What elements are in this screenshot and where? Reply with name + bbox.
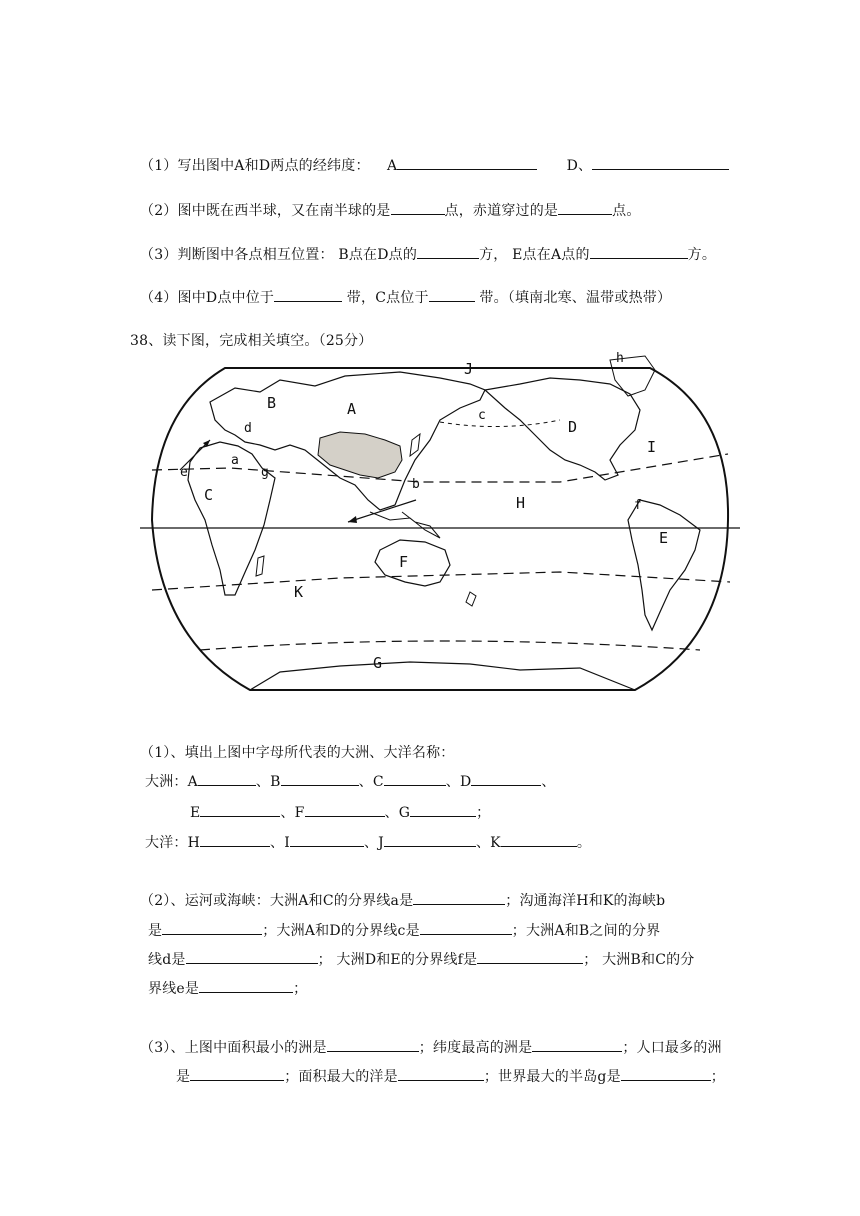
q37-4-text2: 带，C点位于 <box>346 290 429 306</box>
antarctica-outline <box>250 662 635 690</box>
q38-1-continents-row1 <box>145 771 556 791</box>
q38-1-continents-row2 <box>190 802 490 822</box>
continent-f-blank[interactable] <box>305 802 385 817</box>
continent-b-blank[interactable] <box>281 771 359 786</box>
q37-2-blank-2[interactable] <box>558 200 612 215</box>
p3-l2b: ；面积最大的洋是 <box>284 1069 398 1085</box>
map-label-d: d <box>244 421 252 436</box>
q37-3-blank-1[interactable] <box>417 244 479 259</box>
continent-d-blank[interactable] <box>471 771 541 786</box>
c-e-label: E <box>190 805 201 821</box>
map-frame <box>152 368 728 690</box>
q38-2-line-4 <box>148 978 307 998</box>
ocean-label: 大洋： <box>145 835 188 851</box>
p3-l1a: （3）、上图中面积最小的洲是 <box>140 1040 327 1056</box>
world-map <box>140 350 740 695</box>
p3-l1b: ；纬度最高的洲是 <box>418 1040 533 1056</box>
q38-2-line-1 <box>140 890 665 910</box>
p3-blank-populous[interactable] <box>190 1066 284 1081</box>
p2-l1b: ；沟通海洋H和K的海峡b <box>505 893 666 909</box>
map-label-G: G <box>373 654 383 672</box>
new-zealand <box>466 592 476 606</box>
q37-2-text1: （2）图中既在西半球，又在南半球的是 <box>140 203 391 219</box>
p3-blank-largest-ocean[interactable] <box>398 1066 484 1081</box>
map-label-I: I <box>647 438 657 456</box>
continent-e-blank[interactable] <box>200 802 280 817</box>
q37-4-blank-2[interactable] <box>429 287 475 302</box>
q38-title: 38、读下图，完成相关填空。（25分） <box>130 333 373 349</box>
q37-3-blank-2[interactable] <box>590 244 688 259</box>
p2-blank-c[interactable] <box>420 920 512 935</box>
antarctic-circle <box>200 641 700 650</box>
map-label-F: F <box>399 553 409 571</box>
o-h-label: H <box>187 835 201 851</box>
p2-blank-b[interactable] <box>162 920 262 935</box>
p3-l2a: 是 <box>176 1069 191 1085</box>
o-j-label: 、J <box>363 835 384 851</box>
map-label-B: B <box>267 394 277 412</box>
q37-1-d-blank[interactable] <box>592 155 729 170</box>
q38-1-oceans-row <box>145 832 591 852</box>
q37-3-text3: 方。 <box>687 247 717 263</box>
p2-l2a: 是 <box>148 923 163 939</box>
p3-blank-peninsula[interactable] <box>621 1066 711 1081</box>
c-a-label: A <box>187 774 198 790</box>
map-label-c: c <box>478 408 486 423</box>
p2-l4b: ； <box>293 981 308 997</box>
australia-outline <box>375 540 450 586</box>
q37-3-text2: 方， E点在A点的 <box>479 247 590 263</box>
map-label-C: C <box>204 486 214 504</box>
p2-blank-d[interactable] <box>186 949 318 964</box>
p3-l2c: ；世界最大的半岛g是 <box>483 1069 621 1085</box>
map-label-b: b <box>412 477 420 492</box>
c-g-label: 、G <box>384 805 411 821</box>
map-label-E: E <box>659 529 669 547</box>
p2-blank-e[interactable] <box>199 978 293 993</box>
c-b-label: 、B <box>255 774 281 790</box>
map-label-J: J <box>464 360 474 378</box>
q37-1-d-label: D、 <box>566 158 593 174</box>
o-i-label: 、I <box>270 835 290 851</box>
p3-blank-highest[interactable] <box>532 1037 622 1052</box>
c-end2: ； <box>476 805 491 821</box>
q38-1-heading: （1）、填出上图中字母所代表的大洲、大洋名称： <box>140 745 455 761</box>
p2-l3b: ； 大洲D和E的分界线f是 <box>317 952 478 968</box>
p2-l1a: （2）、运河或海峡：大洲A和C的分界线a是 <box>140 893 414 909</box>
map-label-a: a <box>231 453 239 468</box>
ocean-i-blank[interactable] <box>290 832 364 847</box>
q38-3-line-2 <box>176 1066 725 1086</box>
map-label-f: f <box>634 498 642 513</box>
map-label-K: K <box>294 583 304 601</box>
q37-1-a-label: A <box>386 158 398 174</box>
c-end: 、 <box>541 774 556 790</box>
p2-l4a: 界线e是 <box>148 981 200 997</box>
p2-blank-a[interactable] <box>413 890 505 905</box>
ocean-j-blank[interactable] <box>384 832 476 847</box>
q37-1-text: （1）写出图中A和D两点的经纬度： <box>140 158 370 174</box>
arrow-b-head <box>348 516 357 523</box>
continent-c-blank[interactable] <box>384 771 446 786</box>
q37-2-blank-1[interactable] <box>391 200 445 215</box>
q37-line-1 <box>140 155 729 175</box>
map-label-g: g <box>261 465 269 480</box>
q38-2-line-2 <box>148 920 660 940</box>
continent-g-blank[interactable] <box>410 802 476 817</box>
o-k-label: 、K <box>475 835 501 851</box>
p2-l3c: ； 大洲B和C的分 <box>583 952 695 968</box>
q37-line-4 <box>140 287 671 307</box>
continent-label: 大洲： <box>145 774 188 790</box>
p2-l3a: 线d是 <box>148 952 186 968</box>
p3-blank-smallest[interactable] <box>327 1037 419 1052</box>
p2-l2c: ；大洲A和B之间的分界 <box>511 923 661 939</box>
q38-3-line-1 <box>140 1037 722 1057</box>
q37-3-text1: （3）判断图中各点相互位置： B点在D点的 <box>140 247 418 263</box>
north-america-outline <box>485 378 640 480</box>
continent-a-blank[interactable] <box>198 771 256 786</box>
ocean-h-blank[interactable] <box>200 832 270 847</box>
o-end: 。 <box>576 835 592 851</box>
q37-line-3 <box>140 244 716 264</box>
se-asia-islands <box>370 512 440 538</box>
q37-4-blank-1[interactable] <box>274 287 342 302</box>
map-label-h: h <box>616 351 624 366</box>
madagascar <box>256 556 264 576</box>
q37-4-text3: 带。（填南北寒、温带或热带） <box>479 290 672 306</box>
q37-1-a-blank[interactable] <box>397 155 537 170</box>
q37-4-text1: （4）图中D点中位于 <box>140 290 275 306</box>
c-f-label: 、F <box>280 805 305 821</box>
c-c-label: 、C <box>358 774 384 790</box>
p3-l2d: ； <box>710 1069 725 1085</box>
arctic-circle <box>440 420 560 427</box>
south-america-outline <box>628 500 700 630</box>
map-label-e: e <box>180 465 188 480</box>
p2-l2b: ；大洲A和D的分界线c是 <box>262 923 420 939</box>
japan <box>410 434 420 456</box>
p2-blank-f[interactable] <box>477 949 583 964</box>
c-d-label: 、D <box>445 774 472 790</box>
q38-2-line-3 <box>148 949 695 969</box>
map-label-H: H <box>516 494 526 512</box>
p3-l1c: ；人口最多的洲 <box>622 1040 722 1056</box>
map-label-A: A <box>347 400 357 418</box>
q37-line-2 <box>140 200 641 220</box>
q37-2-text2: 点，赤道穿过的是 <box>444 203 559 219</box>
ocean-k-blank[interactable] <box>501 832 577 847</box>
map-label-D: D <box>568 418 578 436</box>
q37-2-text3: 点。 <box>612 203 641 219</box>
